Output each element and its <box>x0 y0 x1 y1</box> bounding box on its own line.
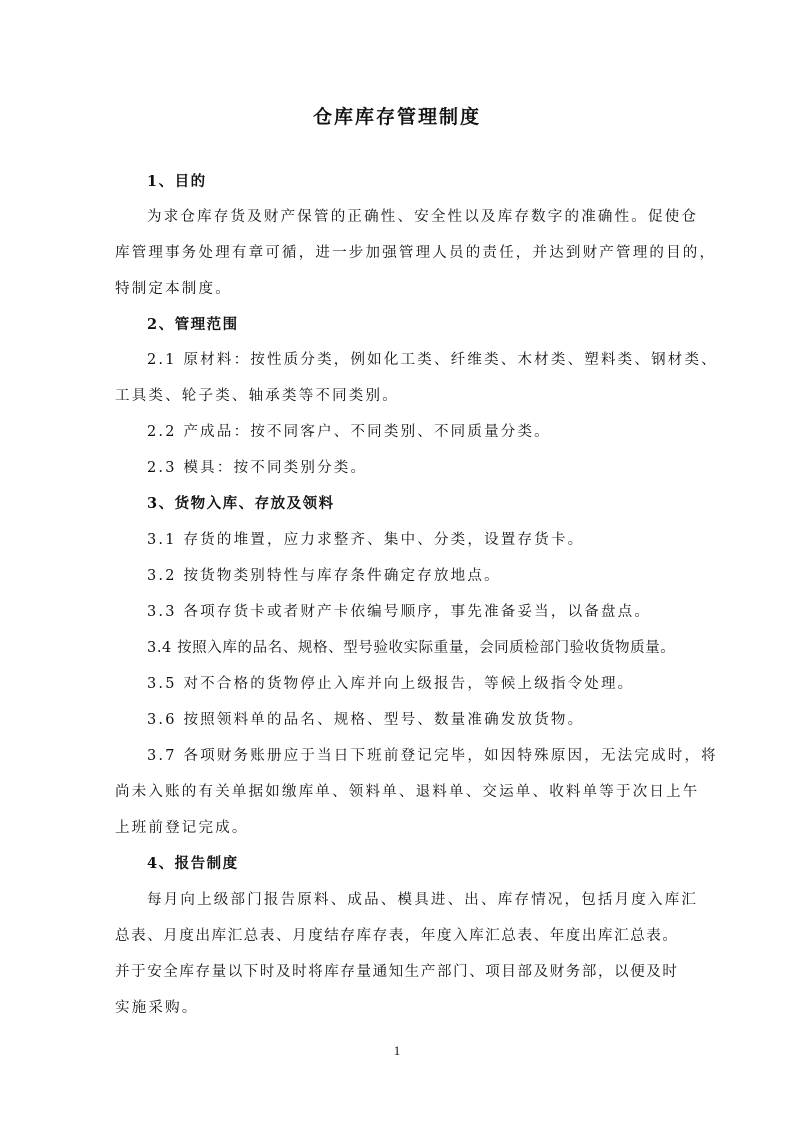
paragraph-line: 2.2 产成品：按不同客户、不同类别、不同质量分类。 <box>147 424 551 440</box>
section-heading-storage: 3、货物入库、存放及领料 <box>147 495 335 512</box>
document-title: 仓库库存管理制度 <box>312 106 481 128</box>
paragraph-line: 2.3 模具：按不同类别分类。 <box>147 460 368 476</box>
paragraph-line: 3.7 各项财务账册应于当日下班前登记完毕，如因特殊原因，无法完成时，将 <box>147 748 718 764</box>
paragraph-line: 3.3 各项存货卡或者财产卡依编号顺序，事先准备妥当，以备盘点。 <box>147 604 652 620</box>
paragraph-line: 3.1 存货的堆置，应力求整齐、集中、分类，设置存货卡。 <box>147 532 585 548</box>
paragraph-line: 总表、月度出库汇总表、月度结存库存表，年度入库汇总表、年度出库汇总表。 <box>115 928 679 944</box>
paragraph-line: 尚未入账的有关单据如缴库单、领料单、退料单、交运单、收料单等于次日上午 <box>115 784 700 800</box>
paragraph-line: 2.1 原材料：按性质分类，例如化工类、纤维类、木材类、塑料类、钢材类、 <box>147 352 718 368</box>
paragraph-line: 为求仓库存货及财产保管的正确性、安全性以及库存数字的准确性。促使仓 <box>147 209 699 225</box>
paragraph-line: 3.5 对不合格的货物停止入库并向上级报告，等候上级指令处理。 <box>147 676 635 692</box>
paragraph-line: 特制定本制度。 <box>115 281 232 297</box>
paragraph-line: 工具类、轮子类、轴承类等不同类别。 <box>115 388 399 404</box>
paragraph-line: 上班前登记完成。 <box>115 820 249 836</box>
paragraph-line: 实施采购。 <box>115 1000 199 1016</box>
paragraph-line: 每月向上级部门报告原料、成品、模具进、出、库存情况，包括月度入库汇 <box>147 892 699 908</box>
paragraph-line: 3.2 按货物类别特性与库存条件确定存放地点。 <box>147 568 501 584</box>
page-number: 1 <box>393 1043 401 1058</box>
section-heading-purpose: 1、目的 <box>147 173 207 190</box>
section-heading-reporting: 4、报告制度 <box>147 855 239 872</box>
section-heading-scope: 2、管理范围 <box>147 316 239 333</box>
paragraph-line: 3.4 按照入库的品名、规格、型号验收实际重量，会同质检部门验收货物质量。 <box>147 640 676 656</box>
paragraph-line: 并于安全库存量以下时及时将库存量通知生产部门、项目部及财务部，以便及时 <box>115 964 679 980</box>
paragraph-line: 库管理事务处理有章可循，进一步加强管理人员的责任，并达到财产管理的目的， <box>115 245 717 261</box>
paragraph-line: 3.6 按照领料单的品名、规格、型号、数量准确发放货物。 <box>147 712 585 728</box>
